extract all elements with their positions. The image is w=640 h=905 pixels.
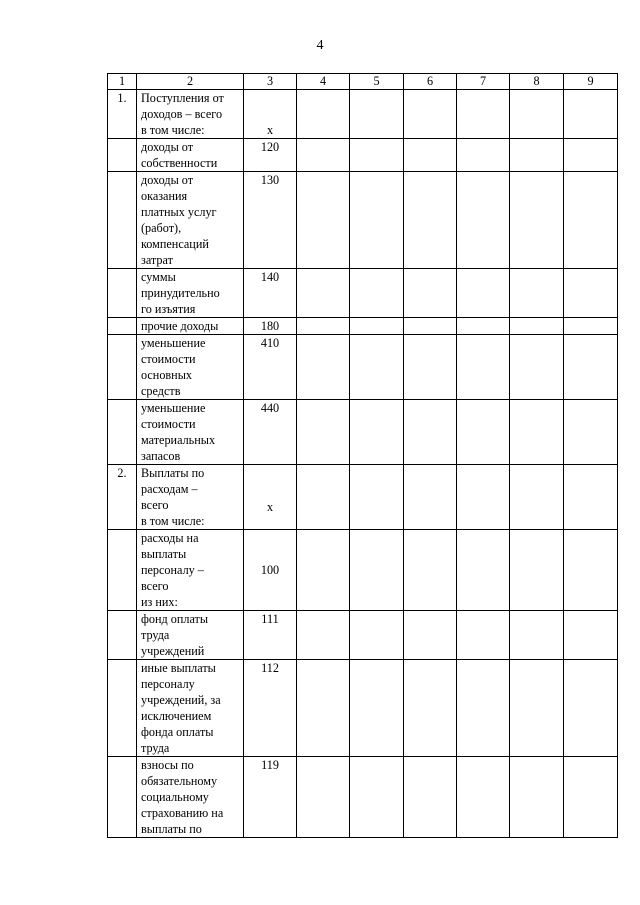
- table-row: [108, 90, 618, 139]
- header-cell: 8: [510, 74, 564, 90]
- value-cell: [404, 318, 457, 335]
- row-description: доходы от собственности: [137, 139, 244, 172]
- header-cell: 4: [297, 74, 350, 90]
- value-cell: [457, 90, 510, 139]
- row-number: [108, 530, 137, 611]
- value-cell: [350, 335, 404, 400]
- row-code: х: [244, 465, 297, 530]
- value-cell: [297, 400, 350, 465]
- value-cell: [457, 269, 510, 318]
- row-code: 180: [244, 318, 297, 335]
- header-cell: 7: [457, 74, 510, 90]
- row-description: иные выплаты персоналу учреждений, за исключением фонда оплаты труда: [137, 660, 244, 757]
- table-row: [108, 660, 618, 757]
- value-cell: [510, 139, 564, 172]
- table-row: [108, 172, 618, 269]
- value-cell: [564, 90, 618, 139]
- row-number: [108, 318, 137, 335]
- row-description: уменьшение стоимости основных средств: [137, 335, 244, 400]
- value-cell: [510, 318, 564, 335]
- value-cell: [510, 172, 564, 269]
- row-code: 440: [244, 400, 297, 465]
- table-row: [108, 465, 618, 530]
- value-cell: [510, 335, 564, 400]
- row-number: [108, 757, 137, 838]
- row-code: 410: [244, 335, 297, 400]
- value-cell: [510, 90, 564, 139]
- table-header-row: [108, 74, 618, 90]
- table-row: [108, 269, 618, 318]
- value-cell: [404, 757, 457, 838]
- value-cell: [564, 172, 618, 269]
- row-description: фонд оплаты труда учреждений: [137, 611, 244, 660]
- value-cell: [297, 757, 350, 838]
- header-cell: 6: [404, 74, 457, 90]
- value-cell: [510, 530, 564, 611]
- row-description: Поступления от доходов – всего в том числе:: [137, 90, 244, 139]
- value-cell: [510, 660, 564, 757]
- value-cell: [510, 757, 564, 838]
- value-cell: [457, 757, 510, 838]
- row-number: [108, 269, 137, 318]
- value-cell: [457, 400, 510, 465]
- value-cell: [350, 318, 404, 335]
- value-cell: [564, 318, 618, 335]
- value-cell: [350, 400, 404, 465]
- value-cell: [564, 530, 618, 611]
- value-cell: [510, 465, 564, 530]
- value-cell: [404, 611, 457, 660]
- value-cell: [404, 172, 457, 269]
- value-cell: [297, 465, 350, 530]
- value-cell: [297, 660, 350, 757]
- value-cell: [350, 611, 404, 660]
- value-cell: [404, 335, 457, 400]
- table-row: [108, 335, 618, 400]
- value-cell: [404, 465, 457, 530]
- row-number: [108, 660, 137, 757]
- value-cell: [404, 400, 457, 465]
- row-description: прочие доходы: [137, 318, 244, 335]
- page-number: 4: [316, 38, 324, 53]
- row-number: [108, 611, 137, 660]
- value-cell: [350, 465, 404, 530]
- row-code: 130: [244, 172, 297, 269]
- header-cell: 9: [564, 74, 618, 90]
- value-cell: [564, 757, 618, 838]
- value-cell: [350, 90, 404, 139]
- table-row: [108, 139, 618, 172]
- row-number: 2.: [108, 465, 137, 530]
- header-cell: 1: [108, 74, 137, 90]
- value-cell: [457, 611, 510, 660]
- value-cell: [350, 139, 404, 172]
- row-code: 111: [244, 611, 297, 660]
- table-row: [108, 318, 618, 335]
- table-row: [108, 530, 618, 611]
- value-cell: [510, 611, 564, 660]
- value-cell: [564, 139, 618, 172]
- value-cell: [564, 611, 618, 660]
- value-cell: [457, 172, 510, 269]
- value-cell: [297, 530, 350, 611]
- value-cell: [457, 530, 510, 611]
- row-description: Выплаты по расходам – всего в том числе:: [137, 465, 244, 530]
- value-cell: [564, 335, 618, 400]
- value-cell: [350, 757, 404, 838]
- header-cell: 5: [350, 74, 404, 90]
- table-row: [108, 400, 618, 465]
- value-cell: [297, 335, 350, 400]
- value-cell: [404, 269, 457, 318]
- value-cell: [457, 465, 510, 530]
- row-code: 112: [244, 660, 297, 757]
- row-description: доходы от оказания платных услуг (работ), компенсаций затрат: [137, 172, 244, 269]
- value-cell: [564, 660, 618, 757]
- header-cell: 3: [244, 74, 297, 90]
- value-cell: [350, 530, 404, 611]
- value-cell: [350, 172, 404, 269]
- financial-table: [107, 73, 618, 838]
- row-code: 120: [244, 139, 297, 172]
- row-code: 100: [244, 530, 297, 611]
- header-cell: 2: [137, 74, 244, 90]
- row-code: 119: [244, 757, 297, 838]
- row-description: расходы на выплаты персоналу – всего из них:: [137, 530, 244, 611]
- value-cell: [510, 400, 564, 465]
- value-cell: [297, 269, 350, 318]
- table-row: [108, 611, 618, 660]
- table-row: [108, 757, 618, 838]
- row-code: х: [244, 90, 297, 139]
- row-number: [108, 139, 137, 172]
- row-description: уменьшение стоимости материальных запасов: [137, 400, 244, 465]
- value-cell: [297, 611, 350, 660]
- row-description: взносы по обязательному социальному страхованию на выплаты по: [137, 757, 244, 838]
- value-cell: [564, 400, 618, 465]
- value-cell: [404, 139, 457, 172]
- value-cell: [297, 318, 350, 335]
- row-number: 1.: [108, 90, 137, 139]
- value-cell: [564, 269, 618, 318]
- row-description: суммы принудительно го изъятия: [137, 269, 244, 318]
- value-cell: [297, 139, 350, 172]
- value-cell: [457, 660, 510, 757]
- value-cell: [457, 318, 510, 335]
- value-cell: [404, 90, 457, 139]
- value-cell: [404, 660, 457, 757]
- value-cell: [457, 139, 510, 172]
- value-cell: [350, 660, 404, 757]
- value-cell: [297, 90, 350, 139]
- row-number: [108, 335, 137, 400]
- value-cell: [350, 269, 404, 318]
- value-cell: [457, 335, 510, 400]
- value-cell: [404, 530, 457, 611]
- row-code: 140: [244, 269, 297, 318]
- value-cell: [564, 465, 618, 530]
- value-cell: [297, 172, 350, 269]
- value-cell: [510, 269, 564, 318]
- row-number: [108, 400, 137, 465]
- row-number: [108, 172, 137, 269]
